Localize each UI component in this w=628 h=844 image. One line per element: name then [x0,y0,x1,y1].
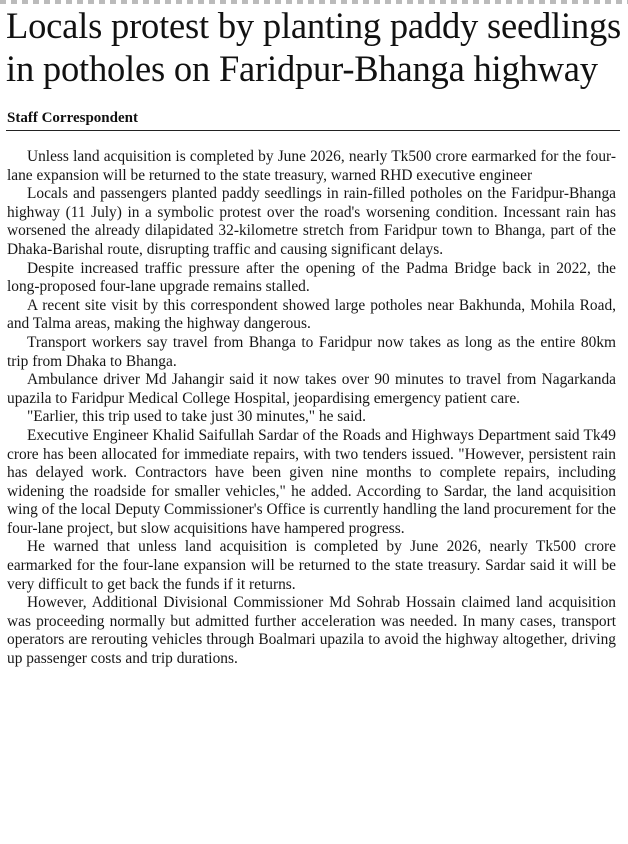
paragraph-3: Despite increased traffic pressure after the opening of the Padma Bridge back in 2022, the long-proposed four-lane upgrade remains stalled. [7,259,616,296]
byline: Staff Correspondent [7,110,138,126]
byline-divider [6,130,620,131]
paragraph-4: A recent site visit by this correspondent showed large potholes near Bakhunda, Mohila Road, and Talma areas, making the highway dangerous. [7,296,616,333]
article-headline [6,4,624,90]
paragraph-8: Executive Engineer Khalid Saifullah Sardar of the Roads and Highways Department said Tk49 crore has been allocated for immediate repairs, with two tenders issued. "However, persistent rain has delayed work. Contractors have been given nine months to complete repairs, including widening the roadside for smaller vehicles," he added. According to Sardar, the land acquisition wing of the local Deputy Commissioner's Office is currently handling the land procurement for the four-lane project, but slow acquisitions have hampered progress. [7,426,616,537]
paragraph-5: Transport workers say travel from Bhanga to Faridpur now takes as long as the entire 80km trip from Dhaka to Bhanga. [7,333,616,370]
paragraph-1: Unless land acquisition is completed by June 2026, nearly Tk500 crore earmarked for the four-lane expansion will be returned to the state treasury, warned RHD executive engineer [7,148,616,184]
headline-line-2: in potholes on Faridpur-Bhanga highway [6,48,598,89]
article-body [7,148,616,669]
headline-line-1: Locals protest by planting paddy seedlings [6,5,622,46]
paragraph-9: He warned that unless land acquisition is completed by June 2026, nearly Tk500 crore earmarked for the four-lane expansion will be returned to the state treasury. Sardar said it will be very difficult to get back the funds if it returns. [7,538,616,593]
paragraph-6: Ambulance driver Md Jahangir said it now takes over 90 minutes to travel from Nagarkanda upazila to Faridpur Medical College Hospital, jeopardising emergency patient care. [7,371,616,407]
paragraph-2: Locals and passengers planted paddy seedlings in rain-filled potholes on the Faridpur-Bhanga highway (11 July) in a symbolic protest over the road's worsening condition. Incessant rain has worsened the already dilapidated 32-kilometre stretch from Faridpur town to Bhanga, part of the Dhaka-Barishal route, disrupting traffic and causing significant delays. [7,185,616,258]
paragraph-7: "Earlier, this trip used to take just 30 minutes," he said. [27,408,366,426]
paragraph-10: However, Additional Divisional Commissioner Md Sohrab Hossain claimed land acquisition was proceeding normally but admitted further acceleration was needed. In many cases, transport operators are rerouting vehicles through Boalmari upazila to avoid the highway altogether, driving up passenger costs and trip durations. [7,594,616,668]
